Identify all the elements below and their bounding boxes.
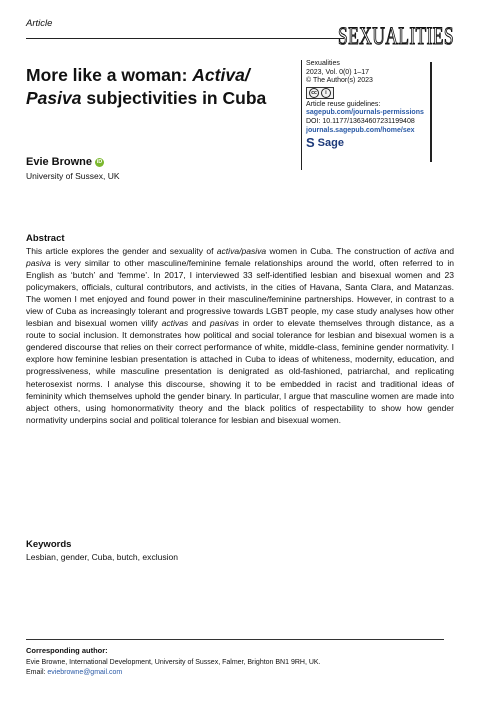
corresponding-address: Evie Browne, International Development, University of Sussex, Falmer, Brighton BN1 9RH, UK. [26, 659, 321, 666]
orcid-icon[interactable]: iD [96, 158, 103, 165]
email-label: Email: [26, 669, 48, 676]
reuse-link[interactable]: sagepub.com/journals-permissions [306, 109, 424, 117]
header-rule [26, 38, 344, 39]
abstract-text [26, 245, 454, 426]
abstract-run: women in Cuba. The construction of [266, 246, 415, 256]
title-part-italic: Activa/ Pasiva [26, 65, 250, 108]
footer-rule [26, 639, 444, 640]
corresponding-author-details [26, 658, 321, 678]
keywords-list: Lesbian, gender, Cuba, butch, exclusion [26, 552, 179, 562]
journal-meta-block [306, 60, 456, 149]
doi: DOI: 10.1177/13634607231199408 [306, 117, 415, 125]
publisher-name: Sage [317, 136, 344, 149]
cc-license-badge[interactable] [306, 87, 334, 99]
journal-logo [336, 16, 458, 56]
abstract-run: in order to elevate themselves through distance, as a route to social inclusion. It demonstrates how political and social tolerance for lesbian and bisexual women is a gendered discourse that relies on their correct performance of white, middle-class, feminine gender normativity. I explore how feminine lesbian presentation is attached in Cuba to ideas of whiteness, modernity, education, and progressiveness, while masculine presentation is denigrated as old-fashioned, patriarchal, and replicating heterosexist norms. I analyse this discourse, showing it to be embedded in racist and traditional ideas of femininity which themselves uphold the gender binary. In particular, I argue that masculine women are made into abject others, using homonormativity theory and the black politics of respectability to show how gender normativity underpins social and political tolerance for lesbian and bisexual women. [26, 318, 455, 425]
cc-icon: cc [309, 88, 319, 98]
author-name: Evie Browne [26, 156, 93, 168]
abstract-italic-term: activas [161, 318, 189, 329]
reuse-label: Article reuse guidelines: [306, 100, 381, 108]
author-row [26, 156, 104, 168]
sage-icon: S [306, 135, 315, 151]
abstract-heading: Abstract [26, 233, 65, 244]
author-affiliation: University of Sussex, UK [26, 171, 120, 181]
publisher-logo [306, 137, 456, 149]
corresponding-author-heading: Corresponding author: [26, 646, 108, 655]
abstract-run: and [436, 246, 454, 256]
abstract-italic-term: pasivas [209, 318, 239, 329]
abstract-italic-term: activa [414, 246, 437, 256]
abstract-run: This article explores the gender and sexuality of [26, 246, 217, 256]
abstract-run: and [188, 318, 210, 329]
attribution-icon: i [321, 88, 331, 98]
meta-divider [301, 60, 302, 170]
journal-logo-text: Sexualities [338, 23, 454, 50]
abstract-italic-term: activa/pasiva [216, 246, 267, 256]
abstract-run: is very similar to other masculine/feminine female relationships around the world, often referred to in English as ‘butch’ and ‘femme’. In 2017, I interviewed 33 self-identified lesbian and bisexual women and 23 policymakers, officials, cultural contributors, and activists, in the cities of Havana, Santa Clara, and Matanzas. The women I met enjoyed and found power in their masculine/feminine partnerships. However, in contrast to a view of Cuba as increasingly tolerant and progressive towards LGBT people, my case study analyses how other lesbian and bisexual women vilify [26, 258, 454, 329]
journal-home-link[interactable]: journals.sagepub.com/home/sex [306, 126, 415, 134]
title-part-3: subjectivities in Cuba [81, 88, 267, 108]
article-title [26, 64, 301, 110]
abstract-italic-term: pasiva [26, 258, 51, 269]
email-link[interactable]: eviebrowne@gmail.com [47, 669, 123, 676]
copyright: © The Author(s) 2023 [306, 77, 373, 85]
journal-name: Sexualities [306, 60, 340, 67]
citation: 2023, Vol. 0(0) 1–17 [306, 68, 370, 76]
article-type-label: Article [26, 18, 53, 29]
keywords-heading: Keywords [26, 539, 72, 550]
title-part-1: More like a woman: [26, 65, 193, 85]
